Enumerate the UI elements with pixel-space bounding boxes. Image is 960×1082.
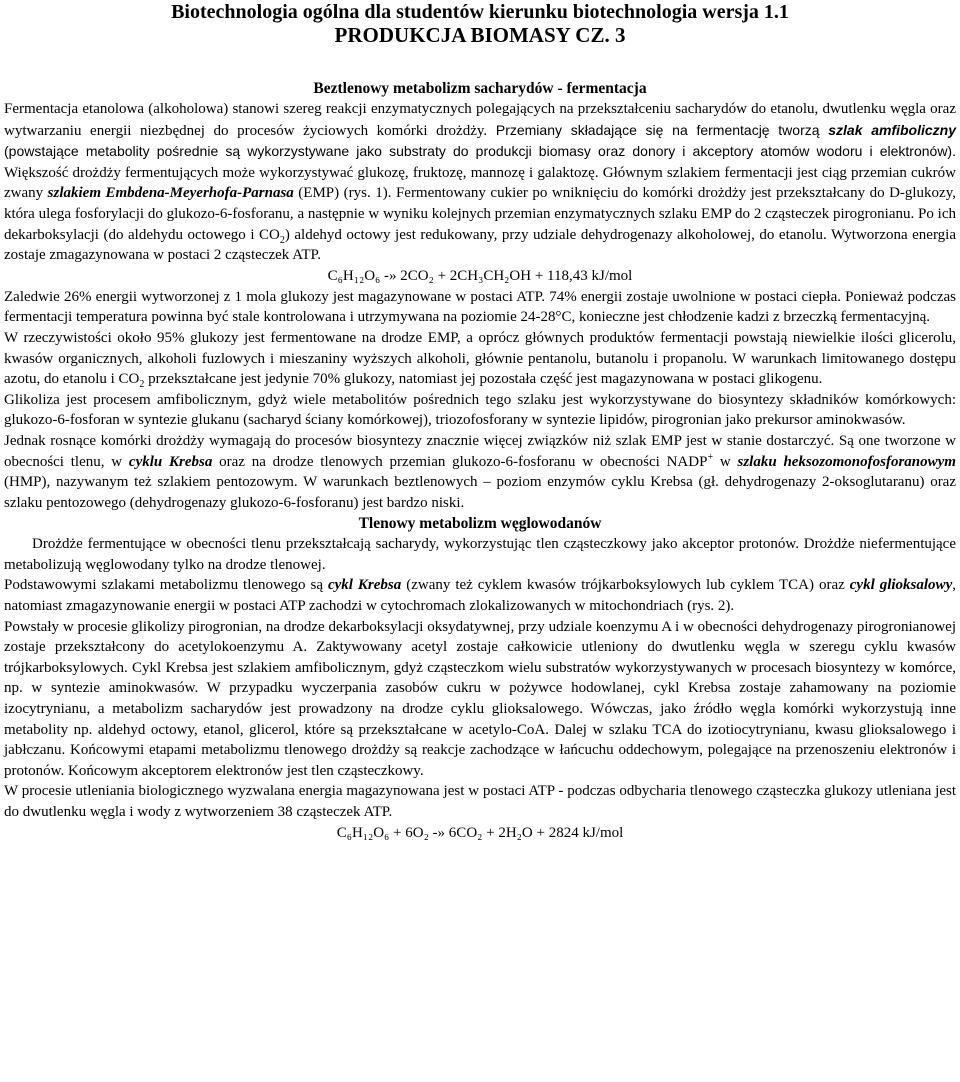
paragraph-biosynthesis bbox=[4, 431, 956, 513]
text-run: , natomiast zmagazynowanie energii w postaci ATP zachodzi w cytochromach zlokalizowanych w mitochondriach (rys. 2). bbox=[4, 577, 956, 615]
paragraph-byproducts bbox=[4, 328, 956, 390]
paragraph-aerobic-pathways bbox=[4, 575, 956, 616]
text-run: Podstawowymi szlakami metabolizmu tlenowego są bbox=[4, 577, 328, 594]
paragraph-glycolysis: Glikoliza jest procesem amfibolicznym, gdyż wiele metabolitów pośrednich tego szlaku jest wykorzystywane do biosyntezy składników komórkowych: glukozo-6-fosforan w syntezie glukanu (sacharyd ściany komórkowej), triozofosforany w syntezie lipidów, pirogronian jako prekursor aminokwasów. bbox=[4, 391, 956, 429]
subscript: 2 bbox=[139, 379, 145, 391]
document-header bbox=[4, 0, 956, 47]
text-run: Jednak rosnące komórki drożdży wymagają do procesów biosyntezy znacznie więcej związków niż szlak EMP jest w stanie dostarczyć. Są one tworzone w obecności tlenu, w bbox=[4, 432, 956, 470]
text-run: w bbox=[713, 453, 738, 470]
text-run: (EMP) (rys. 1). Fermentowany cukier po wniknięciu do komórki drożdży jest przekształcany do D-glukozy, która ulega fosforylacji do glukozo-6-fosforanu, a następnie w wyniku kolejnych przemian enzymatycznych szlaku EMP do 2 cząsteczek pirogronianu. Po ich dekarboksylacji (do aldehydu octowego i CO bbox=[4, 185, 956, 243]
text-run: (zwany też cyklem kwasów trójkarboksylowych lub cyklem TCA) oraz bbox=[401, 577, 850, 594]
text-run: Głównym szlakiem fermentacji jest ciąg przemian cukrów zwany bbox=[4, 164, 956, 202]
formula-respiration: C₆H₁₂O₆ + 6O₂ -» 6CO₂ + 2H₂O + 2824 kJ/mol bbox=[336, 824, 624, 841]
header-document-title: PRODUKCJA BIOMASY CZ. 3 bbox=[334, 23, 626, 47]
term-hmp-pathway: szlaku heksozomonofosforanowym bbox=[737, 453, 956, 470]
paragraph-aerobic-intro: Drożdże fermentujące w obecności tlenu przekształcają sacharydy, wykorzystując tlen cząsteczkowy jako akceptor protonów. Drożdże niefermentujące metabolizują węglowodany tylko na drodze tlenowej. bbox=[4, 536, 956, 573]
header-course-title: Biotechnologia ogólna dla studentów kierunku biotechnologia wersja 1.1 bbox=[171, 1, 789, 23]
text-run: (powstające metabolity pośrednie są wykorzystywane jako substraty do produkcji biomasy oraz donory i akceptory atomów wodoru i elektronów). bbox=[4, 143, 956, 160]
superscript: + bbox=[707, 451, 714, 463]
term-krebs-cycle: cykl Krebsa bbox=[327, 577, 402, 594]
text-run: Przemiany składające się na fermentację tworzą bbox=[487, 121, 829, 138]
paragraph-pyruvate: Powstały w procesie glikolizy pirogronian, na drodze dekarboksylacji oksydatywnej, przy udziale koenzymu A i w obecności dehydrogenazy pirogronianowej zostaje przekształcony do acetylokoenzymu A. Zaktywowany acetyl zostaje całkowicie utleniony do dwutlenku węgla w szeregu cyklu kwasów trójkarboksylowych. Cykl Krebsa jest szlakiem amfibolicznym, gdyż cząsteczkom wielu substratów wykorzystywanych w procesach biosyntezy w komórce, np. w syntezie aminokwasów. W przypadku wyczerpania zasobów cukru w pożywce hodowlanej, cykl Krebsa zostaje zahamowany na poziomie izocytrynianu, a metabolizm sacharydów jest prowadzony na drodze cyklu glioksalowego. Wówczas, jako źródło węgla komórki wykorzystują inne metabolity np. aldehyd octowy, etanol, glicerol, które są przekształcane w acetylo-CoA. Dalej w szlaku TCA do izotiocytrynianu, kwasu glioksalowego i jabłczanu. Końcowymi etapami metabolizmu tlenowego drożdży są reakcje zachodzące w łańcuchu oddechowym, polegające na przenoszeniu elektronów i protonów. Końcowym akceptorem elektronów jest tlen cząsteczkowy. bbox=[4, 618, 956, 779]
text-run: (HMP), nazywanym też szlakiem pentozowym. W warunkach beztlenowych – poziom enzymów cyklu Krebsa (gł. dehydrogenazy 2-oksoglutaranu) oraz szlaku pentozowego (dehydrogenazy glukozo-6-fosforanu) jest bardzo niski. bbox=[4, 474, 956, 511]
paragraph-energy-heat: Zaledwie 26% energii wytworzonej z 1 mola glukozy jest magazynowane w postaci ATP. 74% energii zostaje uwolnione w postaci ciepła. Ponieważ podczas fermentacji temperatura powinna być stale kontrolowana i utrzymywana na poziomie 24-28°C, konieczne jest chłodzenie kadzi z brzeczką fermentacyjną. bbox=[4, 288, 956, 326]
text-run: W rzeczywistości około 95% glukozy jest fermentowane na drodze EMP, a oprócz głównych produktów fermentacji powstają niewielkie ilości glicerolu, kwasów organicznych, alkoholi fuzlowych i mieszaniny wyższych alkoholi, głównie pentanolu, butanolu i propanolu. W warunkach limitowanego dostępu azotu, do etanolu i CO bbox=[4, 329, 956, 388]
subscript: 2 bbox=[279, 234, 285, 246]
term-glyoxylate-cycle: cykl glioksalowy bbox=[849, 577, 953, 594]
term-amphibolic-pathway: szlak amfiboliczny bbox=[828, 121, 956, 138]
paragraph-fermentation-intro bbox=[4, 99, 956, 266]
term-emp-pathway: szlakiem Embdena-Meyerhofa-Parnasa bbox=[47, 185, 294, 202]
text-run: ) aldehyd octowy jest redukowany, przy udziale dehydrogenazy alkoholowej, do etanolu. Wytworzona energia zostaje zmagazynowana w postaci 2 cząsteczek ATP. bbox=[4, 226, 957, 264]
text-run: Większość drożdży fermentujących może wykorzystywać glukozę, fruktozę, mannozę i galaktozę. bbox=[4, 164, 599, 181]
text-run: Fermentacja etanolowa (alkoholowa) stanowi szereg reakcji enzymatycznych polegających na przekształceniu sacharydów do etanolu, dwutlenku węgla oraz wytwarzaniu energii niezbędnej do procesów życiowych komórki drożdży. bbox=[4, 101, 956, 139]
text-run: przekształcane jest jedynie 70% glukozy, natomiast jej pozostała część jest magazynowana w postaci glikogenu. bbox=[144, 371, 823, 388]
text-run: oraz na drodze tlenowych przemian glukozo-6-fosforanu w obecności NADP bbox=[212, 453, 708, 470]
section-title-aerobic: Tlenowy metabolizm węglowodanów bbox=[358, 515, 602, 533]
term-krebs-cycle: cyklu Krebsa bbox=[128, 453, 213, 470]
formula-fermentation: C₆H₁₂O₆ -» 2CO₂ + 2CH₃CH₂OH + 118,43 kJ/mol bbox=[327, 267, 633, 284]
section-title-fermentation: Beztlenowy metabolizm sacharydów - fermentacja bbox=[313, 80, 647, 97]
paragraph-atp: W procesie utleniania biologicznego wyzwalana energia magazynowana jest w postaci ATP - podczas odbycharia tlenowego cząsteczka glukozy utleniana jest do dwutlenku węgla i wody z wytworzeniem 38 cząsteczek ATP. bbox=[4, 783, 956, 820]
